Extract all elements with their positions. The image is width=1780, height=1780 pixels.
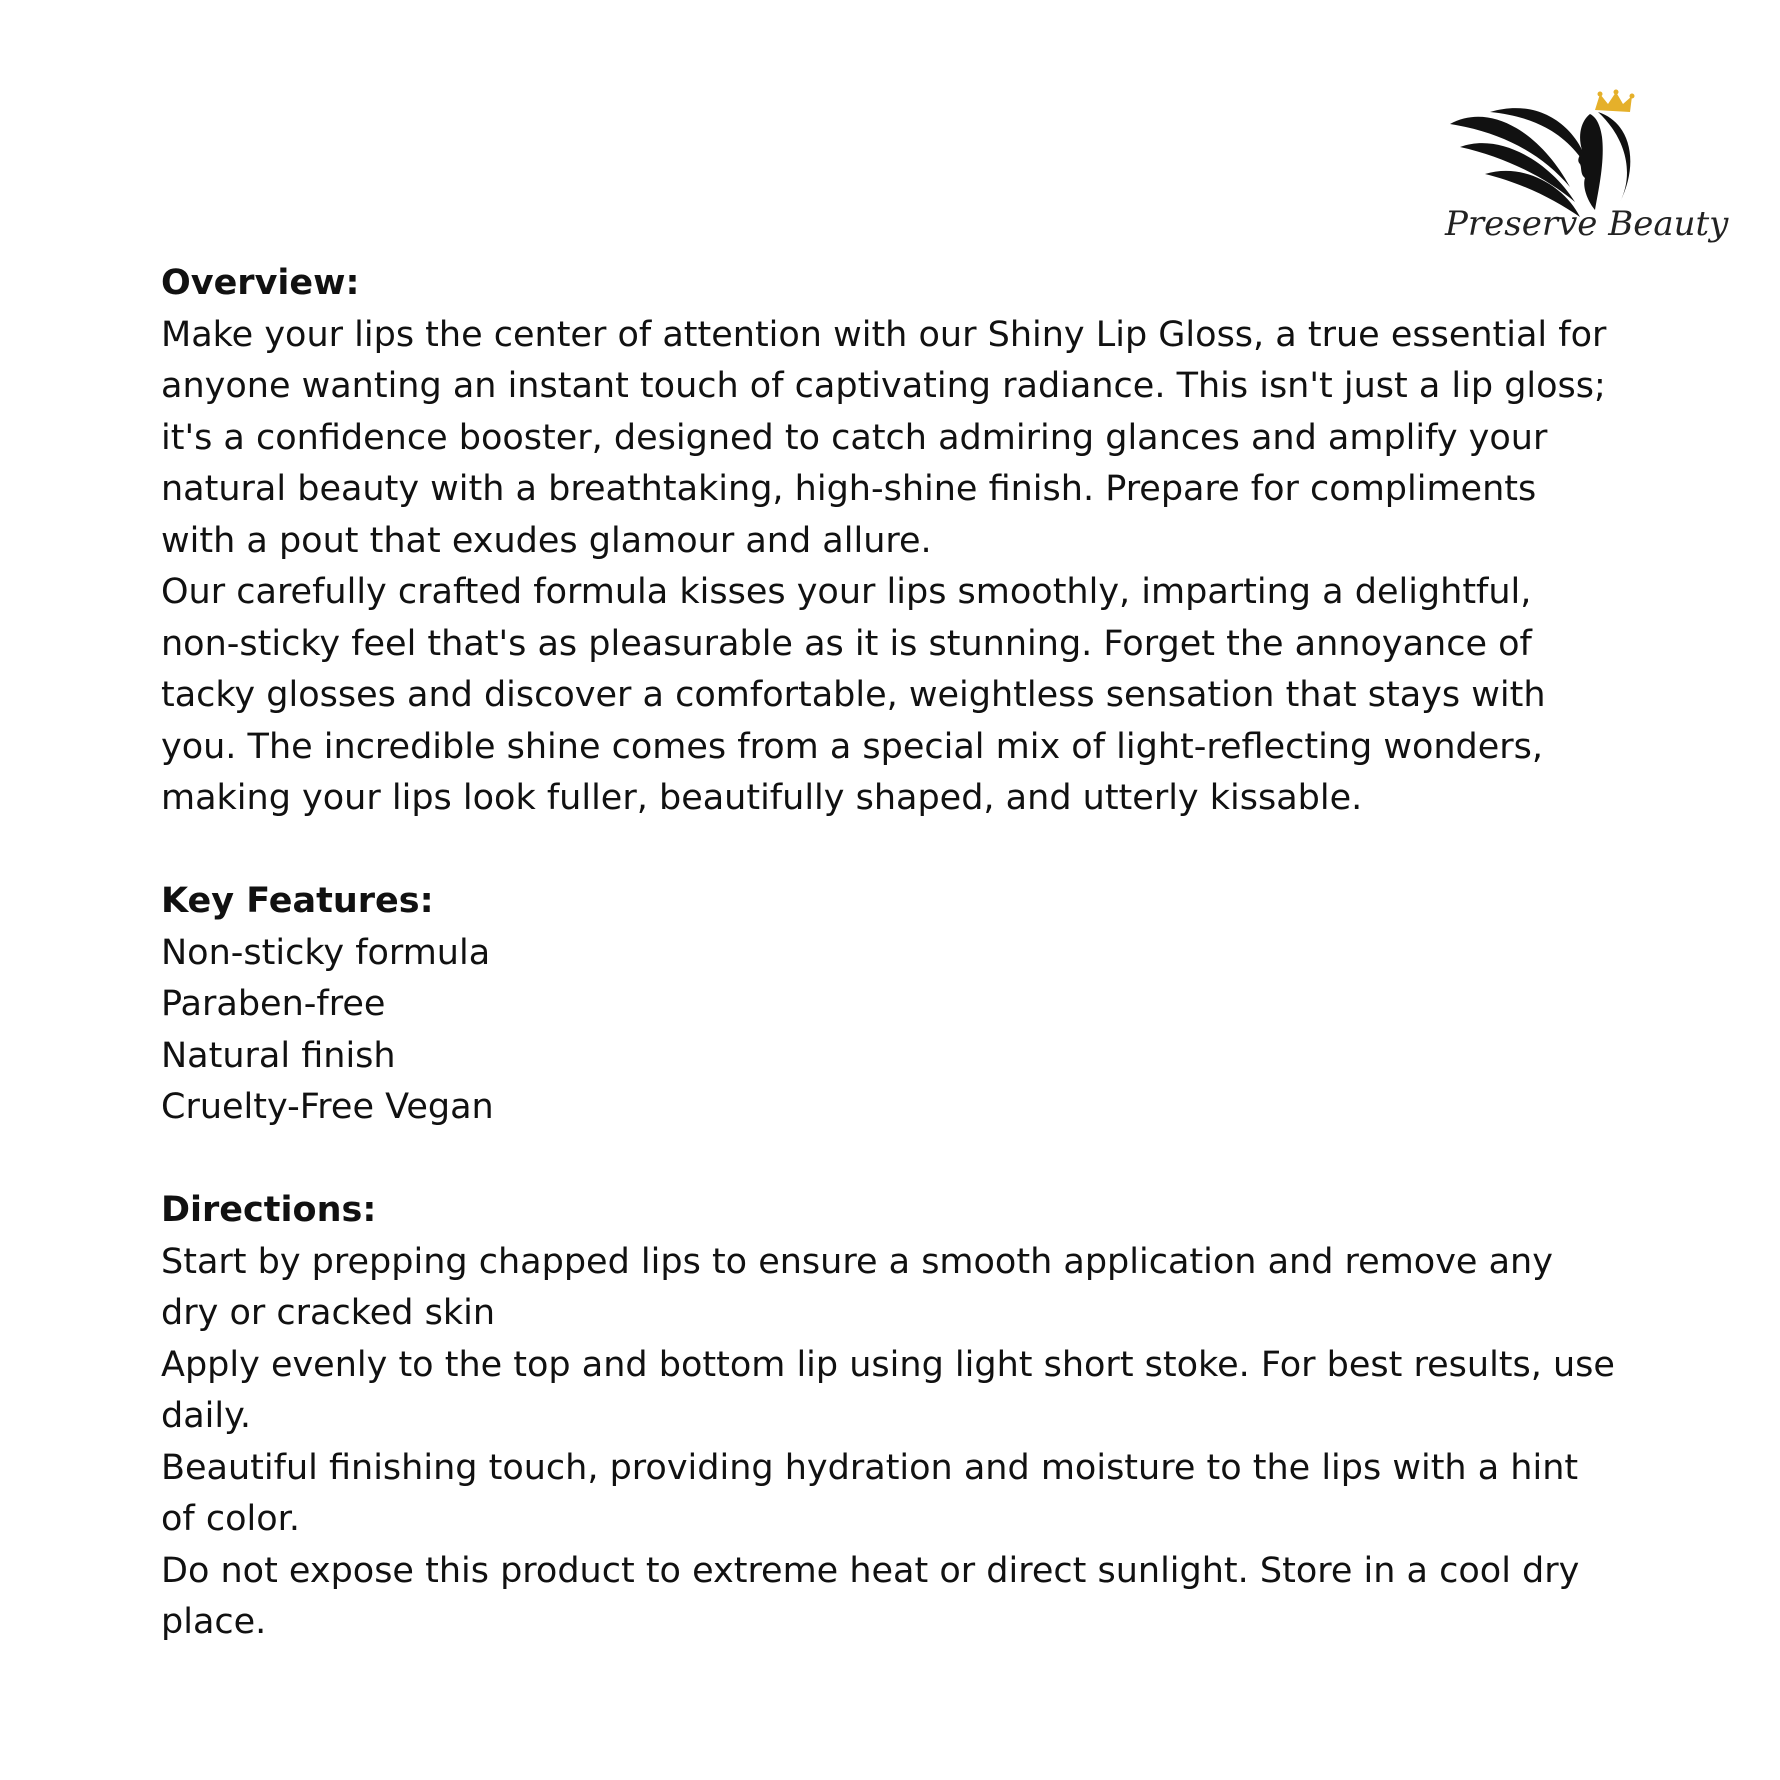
overview-line: it's a confidence booster, designed to catch admiring glances and amplify your xyxy=(161,417,1548,458)
directions-line: place. xyxy=(161,1602,267,1642)
feature-item: Natural finish xyxy=(161,1035,396,1076)
feature-item: Non-sticky formula xyxy=(161,932,491,973)
overview-line: Our carefully crafted formula kisses your lips smoothly, imparting a delightful, xyxy=(161,572,1532,612)
overview-line: making your lips look fuller, beautifully shaped, and utterly kissable. xyxy=(161,778,1363,818)
directions-line: Beautiful finishing touch, providing hydration and moisture to the lips with a hint xyxy=(161,1447,1579,1488)
directions-line: daily. xyxy=(161,1396,251,1436)
overview-line: Make your lips the center of attention with our Shiny Lip Gloss, a true essential for xyxy=(161,314,1607,355)
product-description xyxy=(161,258,1661,1649)
key-features-title: Key Features: xyxy=(161,881,434,921)
directions-line: Do not expose this product to extreme heat or direct sunlight. Store in a cool dry xyxy=(161,1550,1580,1591)
directions-line: dry or cracked skin xyxy=(161,1293,496,1333)
overview-line: natural beauty with a breathtaking, high-shine finish. Prepare for compliments xyxy=(161,469,1537,509)
directions-line: of color. xyxy=(161,1499,300,1539)
feature-item: Paraben-free xyxy=(161,984,386,1024)
directions-line: Apply evenly to the top and bottom lip using light short stoke. For best results, use xyxy=(161,1344,1615,1385)
overview-line: anyone wanting an instant touch of captivating radiance. This isn't just a lip gloss; xyxy=(161,366,1606,406)
woman-silhouette-crown-icon xyxy=(1430,92,1729,252)
overview-line: tacky glosses and discover a comfortable, weightless sensation that stays with xyxy=(161,675,1546,715)
directions-title: Directions: xyxy=(161,1190,377,1230)
overview-line: with a pout that exudes glamour and allure. xyxy=(161,520,932,561)
directions-line: Start by prepping chapped lips to ensure a smooth application and remove any xyxy=(161,1241,1553,1282)
feature-item: Cruelty-Free Vegan xyxy=(161,1087,494,1127)
brand-logo xyxy=(1430,92,1729,252)
brand-name: Preserve Beauty xyxy=(1445,204,1729,244)
overview-line: you. The incredible shine comes from a special mix of light-reflecting wonders, xyxy=(161,726,1544,767)
overview-title: Overview: xyxy=(161,263,360,303)
section-spacer xyxy=(161,1134,1661,1186)
overview-line: non-sticky feel that's as pleasurable as it is stunning. Forget the annoyance of xyxy=(161,623,1532,664)
section-spacer xyxy=(161,825,1661,877)
